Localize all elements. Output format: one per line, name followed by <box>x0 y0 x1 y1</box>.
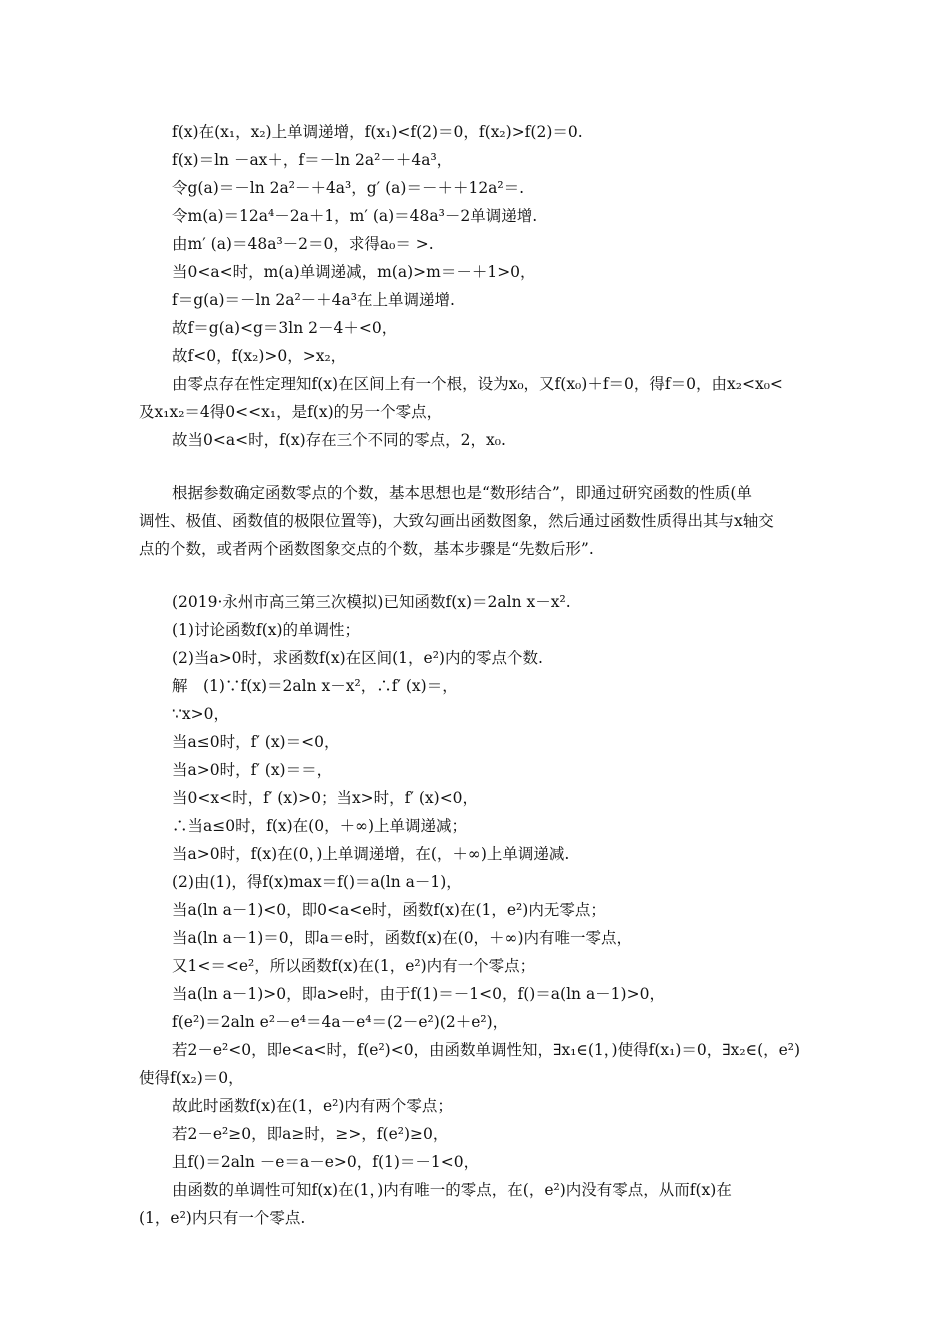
text-line: 若2－e²<0，即e<a<时，f(e²)<0，由函数单调性知，∃x₁∈(1，)使得f(x₁)＝0，∃x₂∈(，e²) <box>172 1041 801 1059</box>
text-line: 当0<x<时，f′ (x)>0；当x>时，f′ (x)<0， <box>172 789 479 807</box>
text-line: 故此时函数f(x)在(1，e²)内有两个零点； <box>172 1097 453 1115</box>
text-line: 令m(a)＝12a⁴－2a＋1，m′ (a)＝48a³－2单调递增. <box>172 207 538 225</box>
text-line: (1)讨论函数f(x)的单调性； <box>172 621 361 639</box>
text-line: 若2－e²≥0，即a≥时，≥>，f(e²)≥0， <box>172 1125 449 1143</box>
text-line: (1，e²)内只有一个零点. <box>139 1209 306 1227</box>
text-line: 根据参数确定函数零点的个数，基本思想也是“数形结合”，即通过研究函数的性质(单 <box>172 484 752 502</box>
text-line: 由m′ (a)＝48a³－2＝0，求得a₀＝ >. <box>172 235 434 253</box>
text-line: 且f()＝2aln －e＝a－e>0，f(1)＝－1<0， <box>172 1153 480 1171</box>
solution-start: 解 (1)∵f(x)＝2aln x－x²，∴f′ (x)＝， <box>172 677 458 695</box>
text-line: 故f<0，f(x₂)>0，>x₂， <box>172 347 347 365</box>
text-line: 由零点存在性定理知f(x)在区间上有一个根，设为x₀，又f(x₀)＋f＝0，得f＝0，由x₂<x₀< <box>172 375 783 393</box>
text-line: 当a(ln a－1)>0，即a>e时，由于f(1)＝－1<0，f()＝a(ln a－1)>0， <box>172 985 665 1003</box>
text-line: ∵x>0， <box>172 705 229 723</box>
text-line: 当a≤0时，f′ (x)＝<0， <box>172 733 340 751</box>
text-line: 点的个数，或者两个函数图象交点的个数，基本步骤是“先数后形”. <box>139 540 594 558</box>
text-line: (2)当a>0时，求函数f(x)在区间(1，e²)内的零点个数. <box>172 649 543 667</box>
text-line: 令g(a)＝－ln 2a²－＋4a³，g′ (a)＝－＋＋12a²＝. <box>172 179 525 197</box>
text-line: 当a(ln a－1)<0，即0<a<e时，函数f(x)在(1，e²)内无零点； <box>172 901 606 919</box>
text-line: 当a(ln a－1)＝0，即a＝e时，函数f(x)在(0，＋∞)内有唯一零点， <box>172 929 633 947</box>
text-line: (2)由(1)，得f(x)max＝f()＝a(ln a－1)， <box>172 873 462 891</box>
text-line: 又1<＝<e²，所以函数f(x)在(1，e²)内有一个零点； <box>172 957 536 975</box>
text-line: 及x₁x₂＝4得0<<x₁，是f(x)的另一个零点， <box>139 403 443 421</box>
text-line: 当a>0时，f′ (x)＝＝， <box>172 761 333 779</box>
text-line: ∴当a≤0时，f(x)在(0，＋∞)上单调递减； <box>172 817 468 835</box>
problem-statement: (2019·永州市高三第三次模拟)已知函数f(x)＝2aln x－x². <box>172 593 571 611</box>
text-line: 使得f(x₂)＝0， <box>139 1069 244 1087</box>
text-line: f(e²)＝2aln e²－e⁴＝4a－e⁴＝(2－e²)(2＋e²)， <box>172 1013 509 1031</box>
text-line: f(x)在(x₁，x₂)上单调递增，f(x₁)<f(2)＝0，f(x₂)>f(2)＝0. <box>172 123 583 141</box>
text-line: 当0<a<时，m(a)单调递减，m(a)>m＝－＋1>0， <box>172 263 536 281</box>
text-line: 故f＝g(a)<g＝3ln 2－4＋<0， <box>172 319 398 337</box>
text-line: 调性、极值、函数值的极限位置等)，大致勾画出函数图象，然后通过函数性质得出其与x轴交 <box>139 512 774 530</box>
text-line: f＝g(a)＝－ln 2a²－＋4a³在上单调递增. <box>172 291 455 309</box>
text-line: 当a>0时，f(x)在(0，)上单调递增，在(，＋∞)上单调递减. <box>172 845 570 863</box>
text-line: f(x)＝ln －ax＋，f＝－ln 2a²－＋4a³， <box>172 151 453 169</box>
text-line: 由函数的单调性可知f(x)在(1，)内有唯一的零点，在(，e²)内没有零点，从而f(x)在 <box>172 1181 732 1199</box>
text-line: 故当0<a<时，f(x)存在三个不同的零点，2，x₀. <box>172 431 506 449</box>
